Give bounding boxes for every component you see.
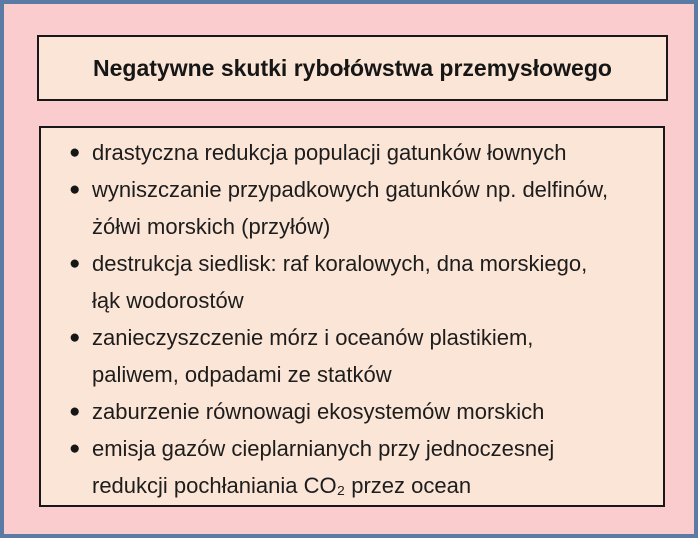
- list-item-text: [92, 134, 657, 171]
- list-item-text: [92, 319, 657, 393]
- list-item: [69, 134, 657, 171]
- page-title: Negatywne skutki rybołówstwa przemysłowego: [93, 54, 612, 81]
- list-item-line: żółwi morskich (przyłów): [92, 214, 331, 239]
- list-item-line: destrukcja siedlisk: raf koralowych, dna morskiego,: [92, 251, 588, 276]
- list-item: [69, 393, 657, 430]
- bullet-icon: ●: [69, 401, 81, 422]
- list-item-line: redukcji pochłaniania CO₂ przez ocean: [92, 473, 472, 498]
- list-item: [69, 171, 657, 245]
- list-item-line: zaburzenie równowagi ekosystemów morskich: [92, 399, 545, 424]
- bullet-icon: ●: [69, 327, 81, 348]
- list-item-line: łąk wodorostów: [92, 288, 244, 313]
- list-item: [69, 319, 657, 393]
- title-box: [37, 35, 668, 101]
- list-item-text: [92, 430, 657, 504]
- list-item: [69, 245, 657, 319]
- bullet-icon: ●: [69, 179, 81, 200]
- list-item-text: [92, 171, 657, 245]
- bullet-icon: ●: [69, 142, 81, 163]
- list-item-line: zanieczyszczenie mórz i oceanów plastikiem,: [92, 325, 534, 350]
- bullet-list-box: [39, 126, 665, 507]
- list-item-text: [92, 245, 657, 319]
- list-item: [69, 430, 657, 504]
- list-item-line: emisja gazów cieplarnianych przy jednoczesnej: [92, 436, 555, 461]
- bullet-icon: ●: [69, 438, 81, 459]
- bullet-icon: ●: [69, 253, 81, 274]
- list-item-line: wyniszczanie przypadkowych gatunków np. delfinów,: [92, 177, 609, 202]
- list-item-line: paliwem, odpadami ze statków: [92, 362, 392, 387]
- list-item-line: drastyczna redukcja populacji gatunków łownych: [92, 140, 567, 165]
- list-item-text: [92, 393, 657, 430]
